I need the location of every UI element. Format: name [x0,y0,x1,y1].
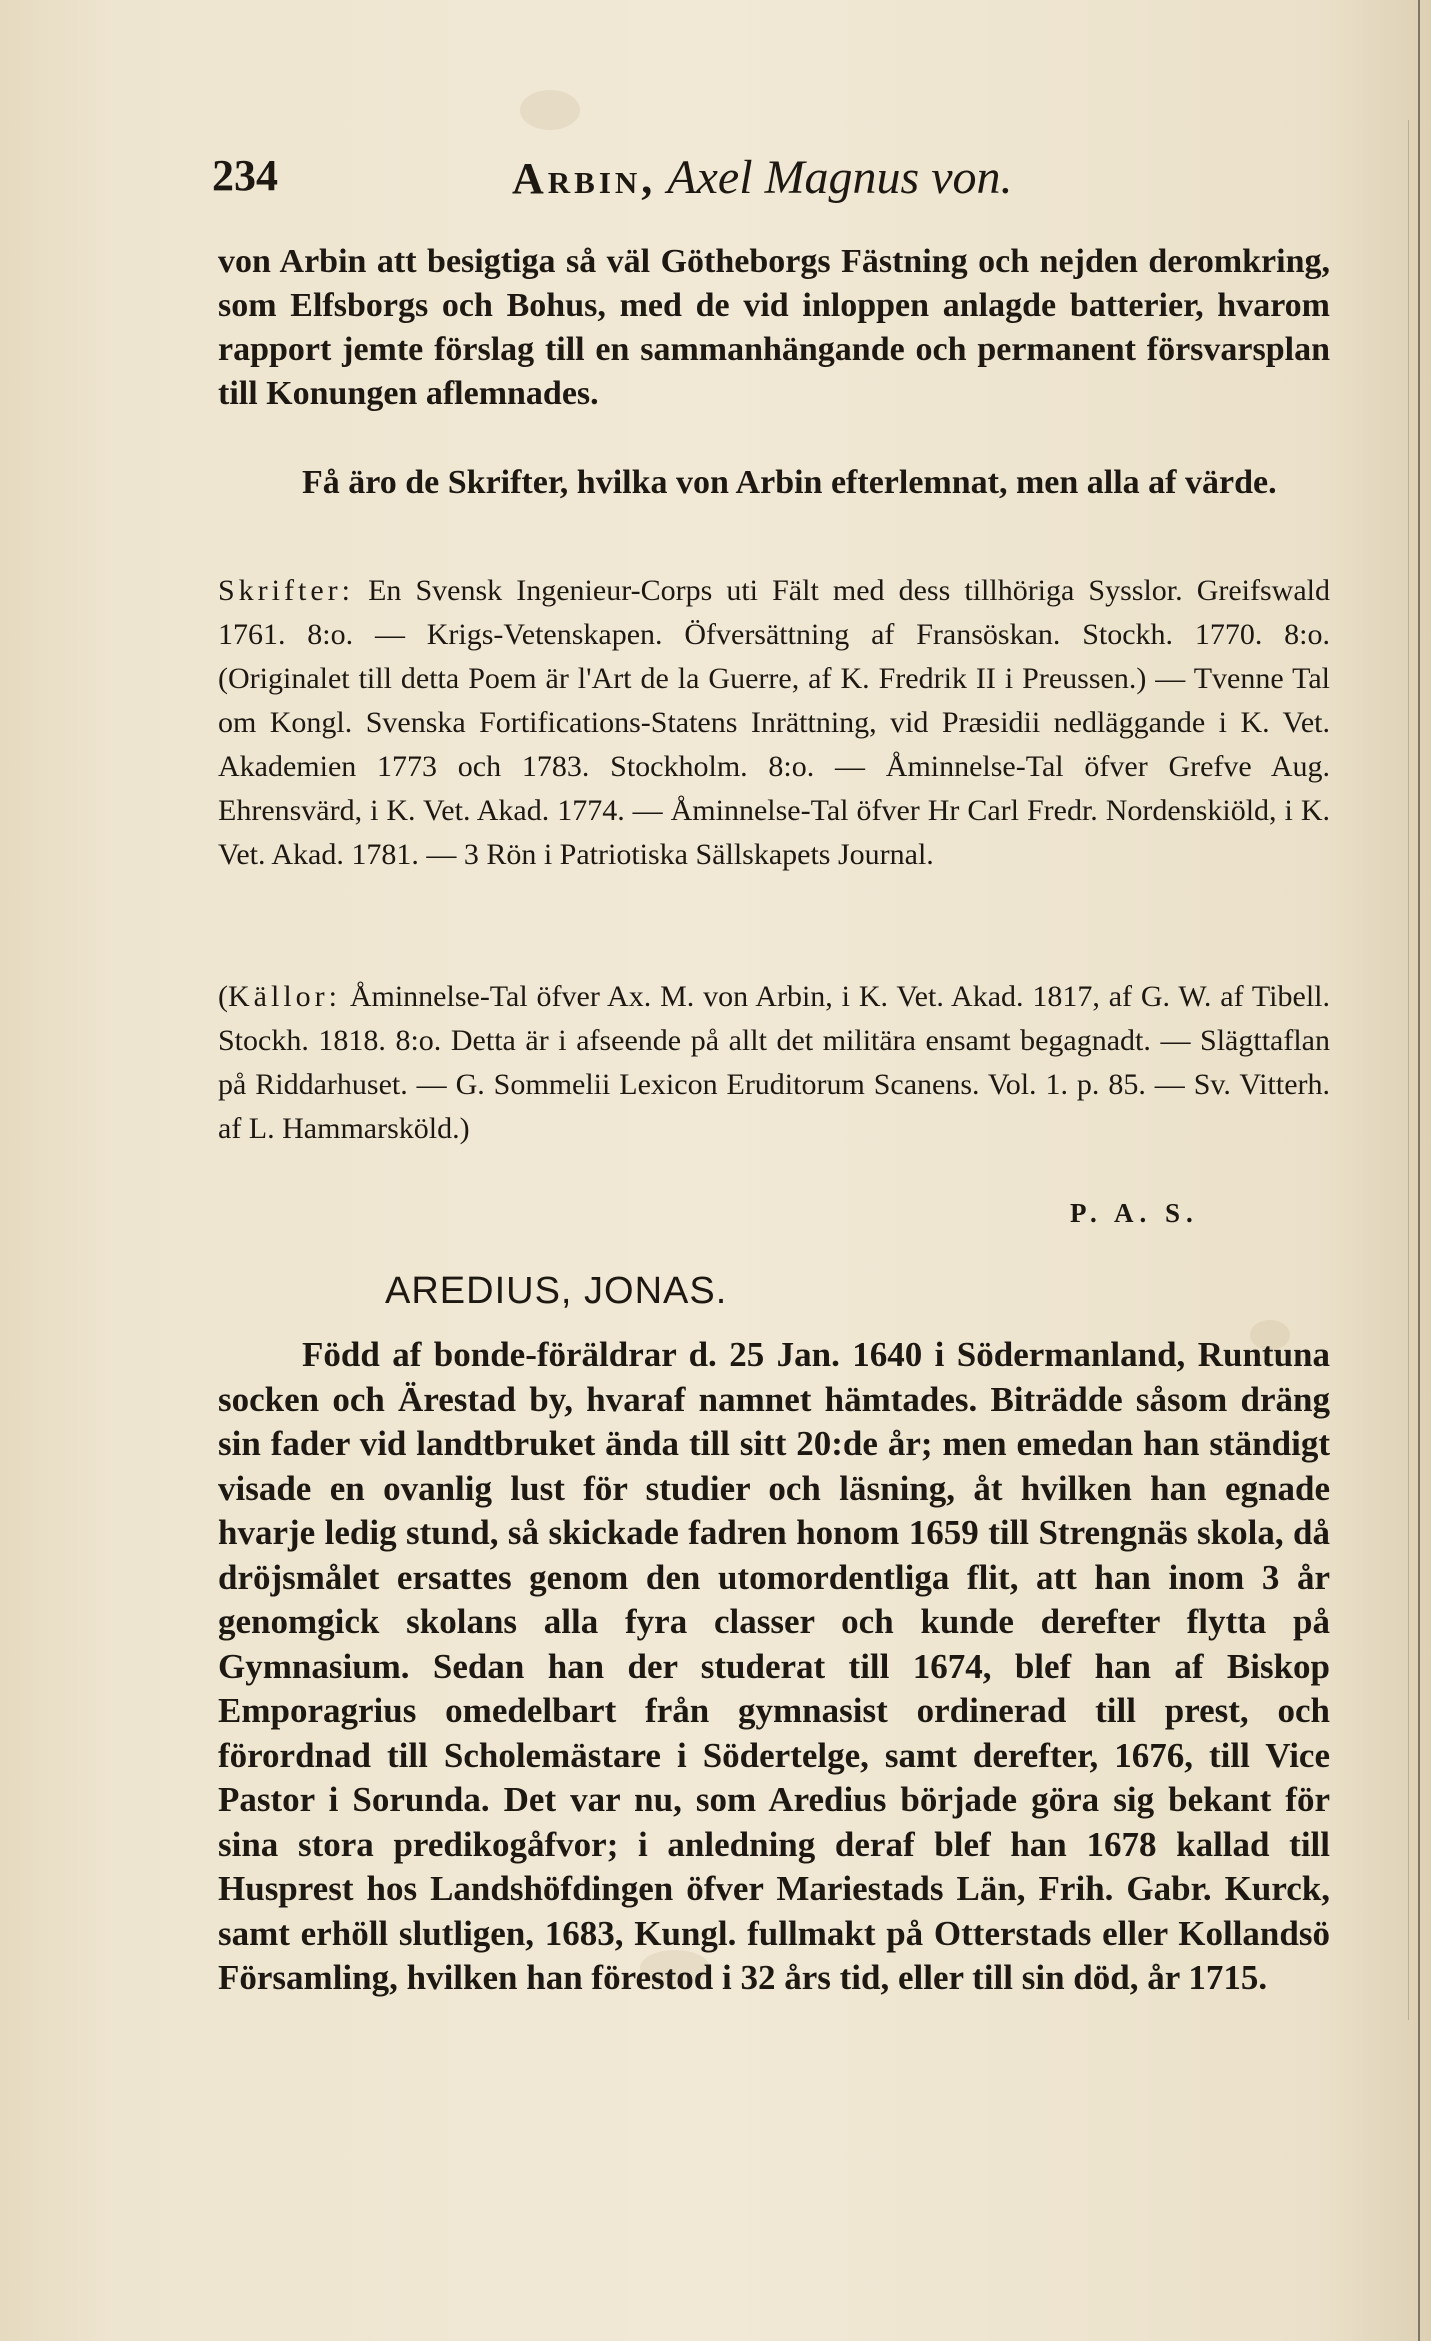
entry-heading: AREDIUS, JONAS. [385,1270,728,1312]
author-signature: P. A. S. [1070,1198,1199,1228]
running-head-given-names: Axel Magnus von. [667,151,1013,204]
page-number: 234 [212,151,278,200]
writings-text: En Svensk Ingenieur-Corps uti Fält med dess tillhöriga Sysslor. Greifswald 1761. 8:o. — Krigs-Vetenskapen. Öfversättning af Fransöskan. Stockh. 1770. 8:o. (Originalet till detta Poem är l'Art de la Guerre, af K. Fredrik II i Preussen.) — Tvenne Tal om Kongl. Svenska Fortifications-Statens Inrättning, vid Præsidii nedläggande i K. Vet. Akademien 1773 och 1783. Stockholm. 8:o. — Åminnelse-Tal öfver Grefve Aug. Ehrensvärd, i K. Vet. Akad. 1774. — Åminnelse-Tal öfver Hr Carl Fredr. Nordenskiöld, i K. Vet. Akad. 1781. — 3 Rön i Patriotiska Sällskapets Journal. [218,574,1331,871]
writings-list [218,569,1330,877]
running-header [212,150,1332,210]
paper-stain [520,90,580,130]
entry-biography: Född af bonde-föräldrar d. 25 Jan. 1640 i Södermanland, Runtuna socken och Ärestad by, hvaraf namnet hämtades. Biträdde såsom dräng sin fader vid landtbruket ända till sitt 20:de år; men emedan han ständigt visade en ovanlig lust för studier och läsning, åt hvilken han egnade hvarje ledig stund, så skickade fadren honom 1659 till Strengnäs skola, då dröjsmålet ersattes genom den utomordentliga flit, att han inom 3 år genomgick skolans alla fyra classer och kunde derefter flytta på Gymnasium. Sedan han der studerat till 1674, blef han af Biskop Emporagrius omedelbart från gymnasist ordinerad till prest, och förordnad till Scholemästare i Södertelge, samt derefter, 1676, till Vice Pastor i Sorunda. Det var nu, som Aredius började göra sig bekant för sina stora predikogåfvor; i anledning deraf blef han 1678 kallad till Husprest hos Landshöfdingen öfver Mariestads Län, Frih. Gabr. Kurck, samt erhöll slutligen, 1683, Kungl. fullmakt på Otterstads eller Kollandsö Församling, hvilken han förestod i 32 års tid, eller till sin död, år 1715. [218,1335,1330,1997]
sources-list [218,975,1330,1151]
page-crease [1408,120,1409,2020]
paragraph-fortification: von Arbin att besigtiga så väl Götheborgs Fästning och nejden deromkring, som Elfsborgs och Bohus, med de vid inloppen anlagde batterier, hvarom rapport jemte förslag till en sammanhängande och permanent försvarsplan till Konungen aflemnades. [218,243,1330,412]
sources-label: Källor: [228,980,341,1013]
sources-text: Åminnelse-Tal öfver Ax. M. von Arbin, i K. Vet. Akad. 1817, af G. W. af Tibell. Stockh. 1818. 8:o. Detta är i afseende på allt det militära ensamt begagnadt. — Slägttaflan på Riddarhuset. — G. Sommelii Lexicon Eruditorum Scanens. Vol. 1. p. 85. — Sv. Vitterh. af L. Hammarsköld.) [218,980,1330,1145]
running-head [512,150,1013,205]
writings-label: Skrifter: [218,574,354,607]
running-head-surname: Arbin, [512,154,657,203]
page-edge [1418,0,1420,2341]
paragraph-writings-intro: Få äro de Skrifter, hvilka von Arbin efterlemnat, men alla af värde. [302,464,1277,501]
sources-open-paren: ( [218,980,228,1013]
